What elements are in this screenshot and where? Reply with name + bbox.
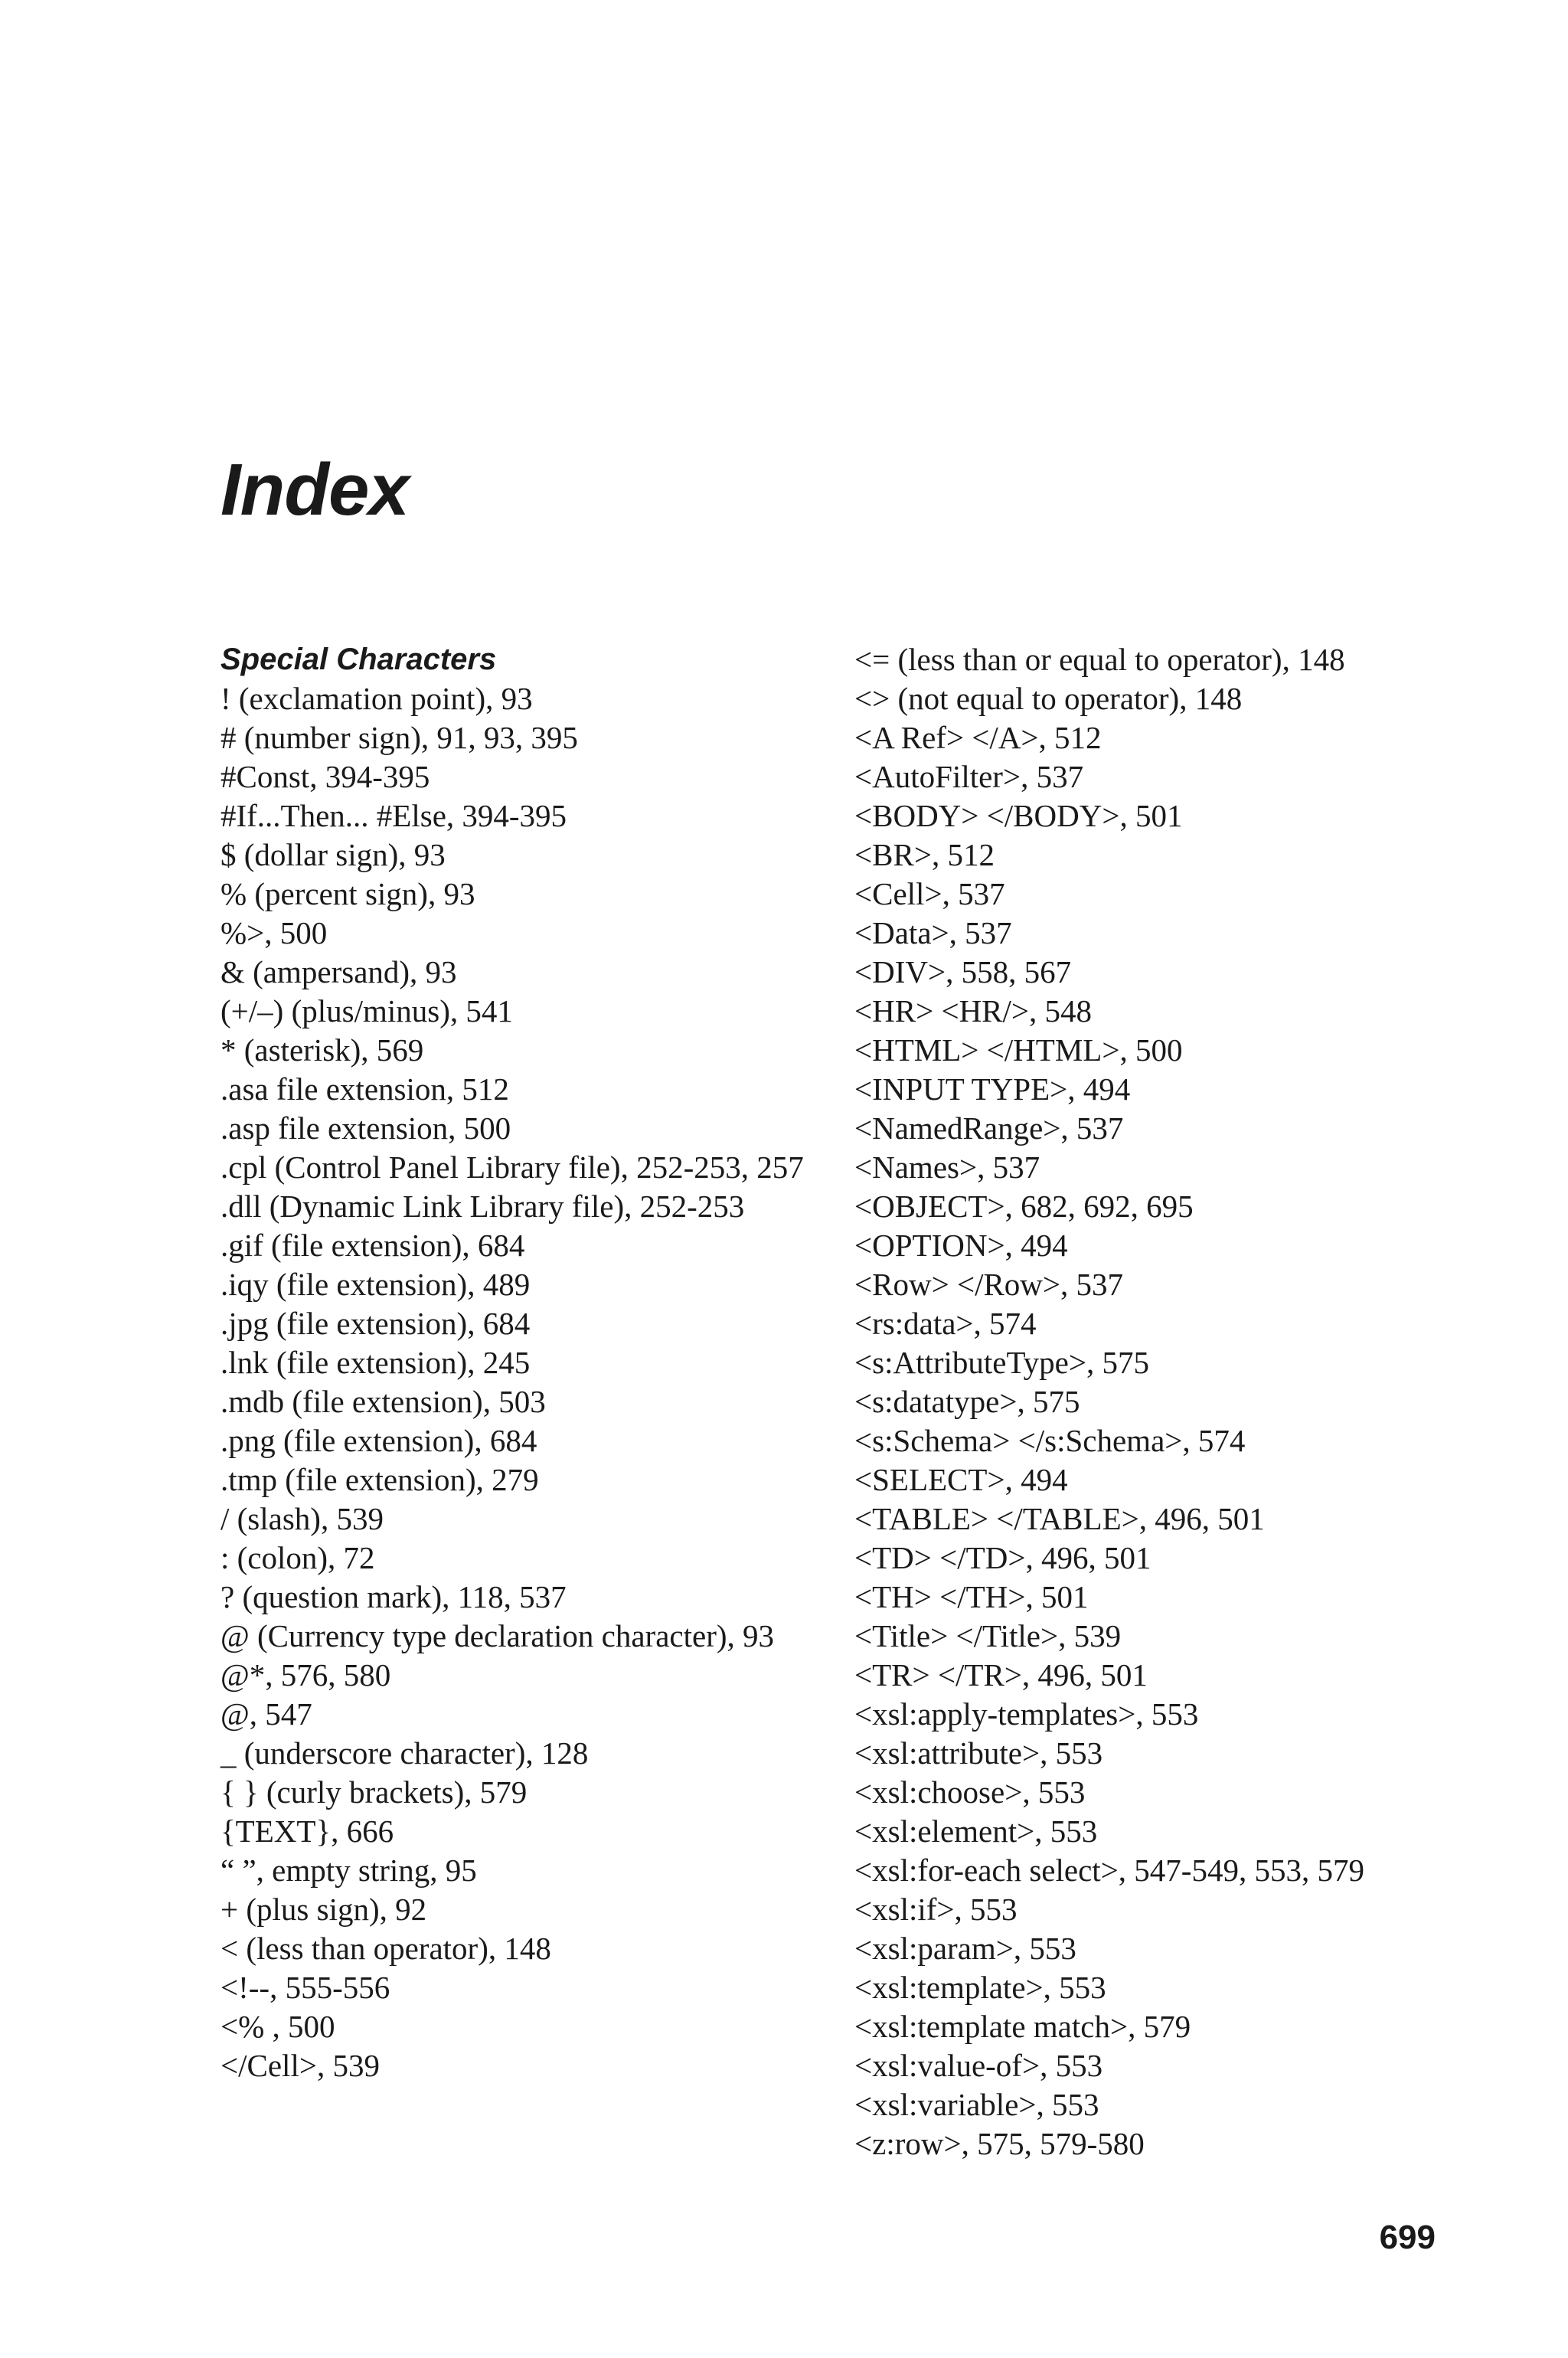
index-entry: <TH> </TH>, 501 [854, 1579, 1089, 1614]
index-entry: <xsl:choose>, 553 [854, 1774, 1086, 1810]
index-entry: <xsl:attribute>, 553 [854, 1735, 1103, 1771]
index-entry: {TEXT}, 666 [220, 1813, 394, 1849]
index-entry: : (colon), 72 [220, 1540, 375, 1575]
index-entry: %>, 500 [220, 915, 328, 950]
index-entry: .png (file extension), 684 [220, 1423, 537, 1458]
index-entry: <xsl:value-of>, 553 [854, 2048, 1103, 2083]
index-entry: <HR> <HR/>, 548 [854, 993, 1093, 1029]
index-entry: <HTML> </HTML>, 500 [854, 1032, 1183, 1068]
index-entry: ! (exclamation point), 93 [220, 681, 533, 716]
index-entry: < (less than operator), 148 [220, 1931, 551, 1966]
index-entry: # (number sign), 91, 93, 395 [220, 720, 578, 755]
index-entry: <xsl:if>, 553 [854, 1892, 1018, 1927]
index-entry: .mdb (file extension), 503 [220, 1384, 546, 1419]
index-entry: * (asterisk), 569 [220, 1032, 424, 1068]
index-entry: .cpl (Control Panel Library file), 252-253, 257 [220, 1150, 804, 1185]
index-entry: @ (Currency type declaration character), 93 [220, 1618, 775, 1653]
index-entry: & (ampersand), 93 [220, 954, 457, 989]
index-entry: <AutoFilter>, 537 [854, 759, 1084, 794]
index-entry: ? (question mark), 118, 537 [220, 1579, 567, 1614]
index-column-right [854, 640, 1544, 2163]
index-entry: (+/–) (plus/minus), 541 [220, 993, 513, 1029]
index-entry: .tmp (file extension), 279 [220, 1462, 539, 1497]
index-entry: <Title> </Title>, 539 [854, 1618, 1122, 1653]
index-entry: .lnk (file extension), 245 [220, 1345, 531, 1380]
index-entry: <!--, 555-556 [220, 1970, 390, 2005]
index-entry: <xsl:apply-templates>, 553 [854, 1696, 1199, 1732]
index-entry: / (slash), 539 [220, 1501, 384, 1536]
index-entry: <TABLE> </TABLE>, 496, 501 [854, 1501, 1265, 1536]
index-entry: % (percent sign), 93 [220, 876, 475, 911]
index-column-left [220, 640, 825, 2085]
index-entry: <DIV>, 558, 567 [854, 954, 1072, 989]
index-entry: + (plus sign), 92 [220, 1892, 427, 1927]
index-entry: <A Ref> </A>, 512 [854, 720, 1102, 755]
index-entry: <> (not equal to operator), 148 [854, 681, 1243, 716]
index-entry: <s:datatype>, 575 [854, 1384, 1080, 1419]
index-entry: $ (dollar sign), 93 [220, 837, 446, 872]
index-entry: “ ”, empty string, 95 [220, 1853, 477, 1888]
index-entry: <OPTION>, 494 [854, 1228, 1068, 1263]
index-entry: <TD> </TD>, 496, 501 [854, 1540, 1152, 1575]
index-entry: _ (underscore character), 128 [220, 1735, 589, 1771]
index-entry: <INPUT TYPE>, 494 [854, 1071, 1131, 1107]
index-entry: <BODY> </BODY>, 501 [854, 798, 1183, 833]
index-entry: <s:AttributeType>, 575 [854, 1345, 1149, 1380]
index-entry: <Names>, 537 [854, 1150, 1040, 1185]
index-entry: #If...Then... #Else, 394-395 [220, 798, 567, 833]
index-entry: .jpg (file extension), 684 [220, 1306, 531, 1341]
index-entry: <% , 500 [220, 2009, 335, 2044]
index-entry: <rs:data>, 574 [854, 1306, 1037, 1341]
index-entry: <Data>, 537 [854, 915, 1012, 950]
index-entry: <OBJECT>, 682, 692, 695 [854, 1189, 1194, 1224]
index-entry: <Cell>, 537 [854, 876, 1005, 911]
index-entry: .gif (file extension), 684 [220, 1228, 525, 1263]
index-entry: <xsl:variable>, 553 [854, 2087, 1099, 2122]
section-heading: Special Characters [220, 643, 497, 676]
index-entry: #Const, 394-395 [220, 759, 430, 794]
index-entry: <= (less than or equal to operator), 148 [854, 642, 1345, 677]
index-entry: <xsl:template>, 553 [854, 1970, 1106, 2005]
page-number: 699 [1379, 2219, 1436, 2256]
page-title: Index [220, 449, 409, 531]
index-entry: .asa file extension, 512 [220, 1071, 509, 1107]
index-entry: <s:Schema> </s:Schema>, 574 [854, 1423, 1246, 1458]
index-entry: @, 547 [220, 1696, 312, 1732]
index-entry: <xsl:param>, 553 [854, 1931, 1076, 1966]
index-entry: <xsl:template match>, 579 [854, 2009, 1191, 2044]
index-entry: </Cell>, 539 [220, 2048, 380, 2083]
index-entry: <z:row>, 575, 579-580 [854, 2126, 1145, 2161]
index-entry: <xsl:for-each select>, 547-549, 553, 579 [854, 1853, 1364, 1888]
index-entry: { } (curly brackets), 579 [220, 1774, 528, 1810]
index-entry: <BR>, 512 [854, 837, 995, 872]
index-entry: <NamedRange>, 537 [854, 1110, 1124, 1146]
index-entry: <SELECT>, 494 [854, 1462, 1068, 1497]
index-entry: .iqy (file extension), 489 [220, 1267, 531, 1302]
index-entry: <TR> </TR>, 496, 501 [854, 1657, 1148, 1692]
index-entry: .dll (Dynamic Link Library file), 252-253 [220, 1189, 745, 1224]
index-entry: <Row> </Row>, 537 [854, 1267, 1124, 1302]
index-entry: @*, 576, 580 [220, 1657, 391, 1692]
index-entry: <xsl:element>, 553 [854, 1813, 1098, 1849]
index-entry: .asp file extension, 500 [220, 1110, 511, 1146]
